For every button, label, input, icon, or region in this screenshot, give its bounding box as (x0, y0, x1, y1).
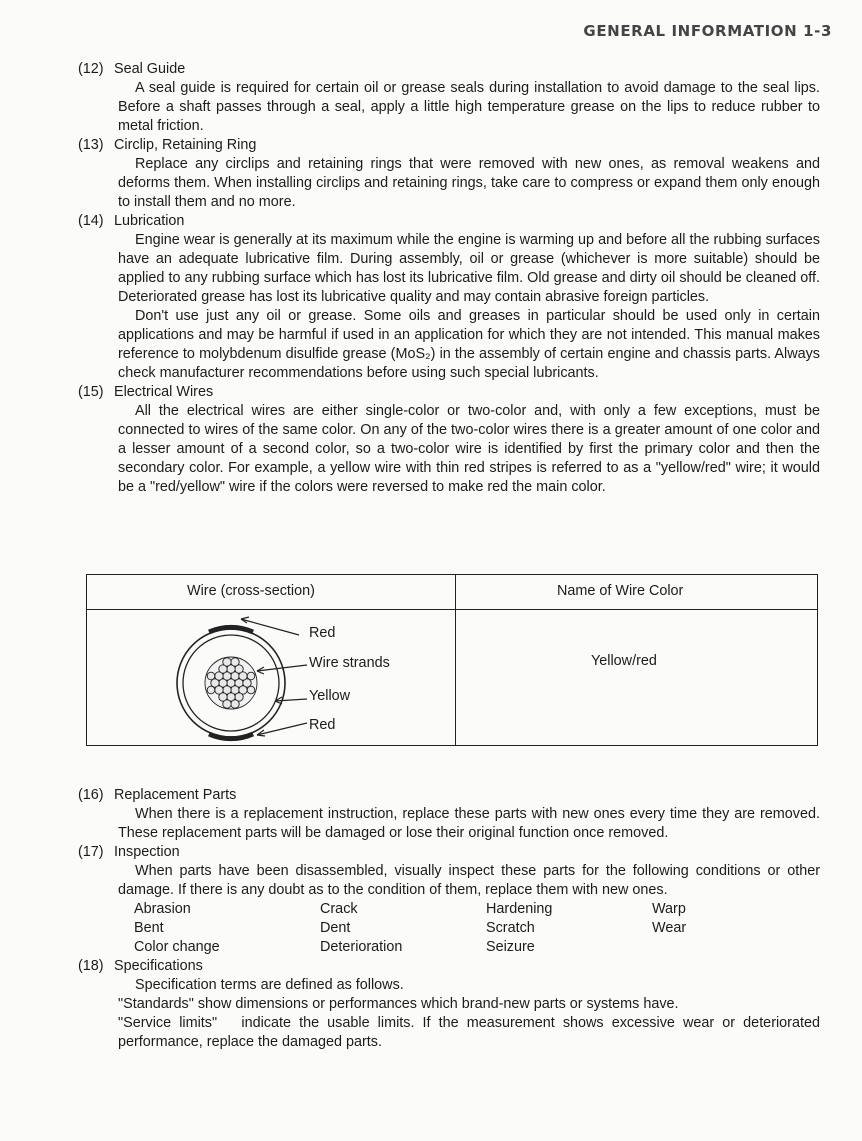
section-title: Lubrication (114, 213, 185, 229)
wire-cross-section-diagram (157, 611, 317, 743)
section-13 (78, 136, 820, 212)
section-title: Replacement Parts (114, 787, 237, 803)
section-number: (17) (78, 844, 104, 860)
condition-item: Seizure (486, 939, 535, 955)
label-red-top: Red (309, 625, 336, 641)
section-number: (18) (78, 958, 104, 974)
condition-item: Wear (652, 920, 687, 936)
section-number: (13) (78, 137, 104, 153)
section-title: Electrical Wires (114, 384, 214, 400)
spec-term: "Service limits" (118, 1015, 218, 1031)
condition-item: Scratch (486, 920, 535, 936)
section-paragraph: A seal guide is required for certain oil or grease seals during installation to avoid damage to the seal lips. Before a shaft passes through a seal, apply a little high temperature grease on the lips to reduce rubber to metal friction. (118, 80, 820, 134)
spec-standards (118, 995, 820, 1014)
section-number: (12) (78, 61, 104, 77)
section-12 (78, 60, 820, 136)
wire-strands (205, 657, 257, 709)
section-15 (78, 383, 820, 497)
condition-item (652, 938, 820, 957)
wire-color-table (86, 574, 818, 746)
spec-definition: indicate the usable limits. If the measurement shows excessive wear or deteriorated performance, replace the damaged parts. (118, 1015, 820, 1050)
section-17 (78, 843, 820, 957)
table-divider (455, 575, 456, 745)
section-number: (15) (78, 384, 104, 400)
section-paragraph: When there is a replacement instruction, replace these parts with new ones every time they are removed. These replacement parts will be damaged or lose their original function once removed. (118, 806, 820, 841)
condition-item: Hardening (486, 901, 553, 917)
label-red-bottom: Red (309, 717, 336, 733)
condition-item: Bent (134, 920, 164, 936)
table-header-cross-section: Wire (cross-section) (187, 583, 315, 599)
condition-list (134, 900, 820, 957)
section-title: Circlip, Retaining Ring (114, 137, 257, 153)
page-header: GENERAL INFORMATION 1-3 (583, 22, 832, 40)
section-paragraph: Specification terms are defined as follows. (135, 977, 404, 993)
spec-term: "Standards" (118, 996, 194, 1012)
section-paragraph: Engine wear is generally at its maximum while the engine is warming up and before all the rubbing surfaces have an adequate lubricative film. During assembly, oil or grease (whichever is more suitable) should be applied to any rubbing surface which has lost its lubricative film. Old grease and dirty oil should be cleaned off. Deteriorated grease has lost its lubricative quality and may contain abrasive foreign particles. (118, 232, 820, 305)
section-number: (14) (78, 213, 104, 229)
section-paragraph: When parts have been disassembled, visually inspect these parts for the following conditions or other damage. If there is any doubt as to the condition of them, replace them with new ones. (118, 863, 820, 898)
section-18 (78, 957, 820, 1052)
condition-item: Crack (320, 901, 358, 917)
spec-definition: show dimensions or performances which brand-new parts or systems have. (197, 996, 679, 1012)
label-yellow: Yellow (309, 688, 351, 704)
table-header-color-name: Name of Wire Color (557, 583, 684, 599)
section-paragraph: Don't use just any oil or grease. Some oils and greases in particular should be used only in certain applications and may be harmful if used in an application for which they are not intended. This manual makes reference to molybdenum disulfide grease (MoS₂) in the assembly of certain engine and chassis parts. Always check manufacturer recommendations before using such special lubricants. (118, 308, 820, 381)
section-title: Inspection (114, 844, 180, 860)
condition-item: Color change (134, 939, 220, 955)
label-wire-strands: Wire strands (309, 655, 390, 671)
condition-item: Abrasion (134, 901, 191, 917)
section-title: Specifications (114, 958, 203, 974)
table-divider (87, 609, 817, 610)
condition-item: Warp (652, 901, 686, 917)
sections-12-15 (78, 60, 820, 497)
condition-item: Deterioration (320, 939, 403, 955)
section-14 (78, 212, 820, 383)
section-number: (16) (78, 787, 104, 803)
condition-item: Dent (320, 920, 351, 936)
section-paragraph: Replace any circlips and retaining rings that were removed with new ones, as removal weakens and deforms them. When installing circlips and retaining rings, take care to compress or expand them only enough to install them and no more. (118, 156, 820, 210)
wire-color-name: Yellow/red (591, 653, 657, 669)
section-paragraph: All the electrical wires are either single-color or two-color and, with only a few exceptions, must be connected to wires of the same color. On any of the two-color wires there is a greater amount of one color and a lesser amount of a second color, so a two-color wire is identified by first the primary color and then the secondary color. For example, a yellow wire with thin red stripes is referred to as a "yellow/red" wire; it would be a "red/yellow" wire if the colors were reversed to make red the main color. (118, 403, 820, 495)
section-title: Seal Guide (114, 61, 186, 77)
sections-16-18 (78, 786, 820, 1052)
spec-service-limits (118, 1014, 820, 1052)
section-16 (78, 786, 820, 843)
